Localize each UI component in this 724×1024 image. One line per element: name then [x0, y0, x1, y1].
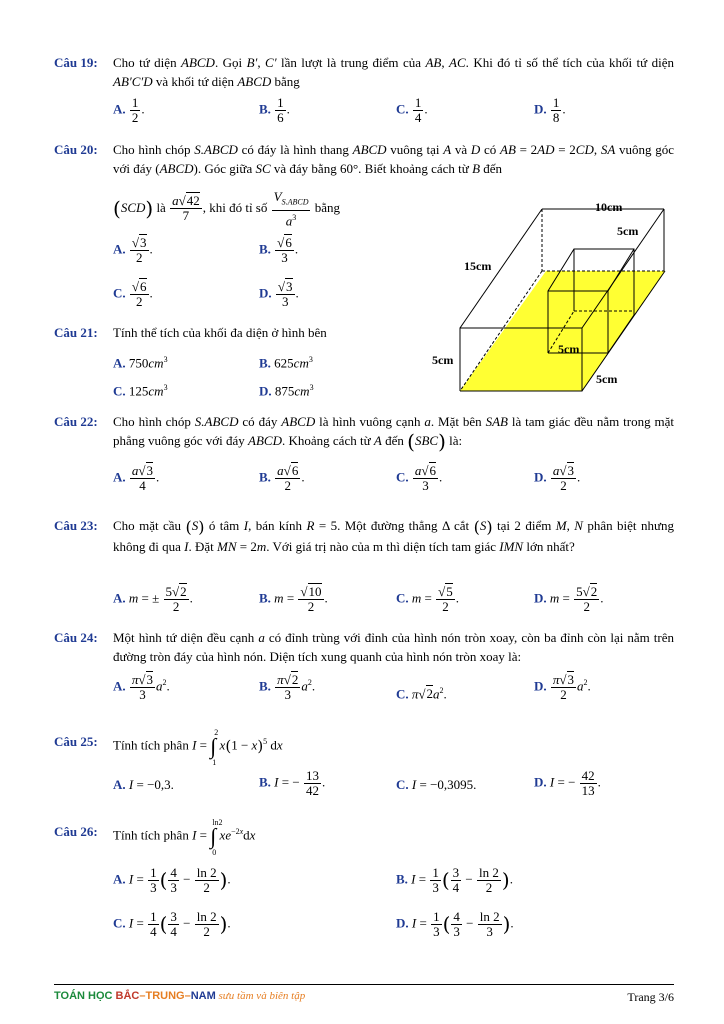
option-a[interactable]: A. $\frac{1}{2}$ . — [113, 95, 145, 125]
page-footer — [54, 984, 674, 1004]
option-a[interactable]: A. $\frac{a√3}{4}$ . — [113, 463, 160, 493]
label-bottom-right: 5cm — [596, 372, 618, 386]
question-22 — [54, 412, 674, 452]
option-a[interactable]: A. I = $\frac{1}{3}$ ( $\frac{4}{3}$ − $\frac{\ln 2}{2}$ ). — [113, 865, 231, 895]
option-d[interactable]: D. $\frac{√3}{3}$ . — [259, 279, 299, 309]
option-b[interactable]: B. $625cm^3$ — [259, 355, 313, 371]
option-c[interactable]: C. $\frac{1}{4}$ . — [396, 95, 428, 125]
label-long: 15cm — [464, 259, 492, 273]
option-b[interactable]: B. $\frac{1}{6}$ . — [259, 95, 290, 125]
option-a[interactable]: A. I = −0,3. — [113, 777, 174, 792]
option-d[interactable]: D. I = $\frac{1}{3}$ ( $\frac{4}{3}$ − $\frac{\ln 2}{3}$ ). — [396, 909, 514, 939]
question-text: Cho tứ diện ABCD. Gọi B′, C′ lần lượt là trung điểm của AB, AC. Khi đó tỉ số thể tích của khối tứ diện AB′C′D và khối tứ diện ABCD bằng — [113, 55, 675, 89]
option-a[interactable]: A. $750cm^3$ — [113, 355, 168, 371]
option-b[interactable]: B. m = $\frac{√10}{2}$ . — [259, 584, 328, 614]
option-c[interactable]: C. $125cm^3$ — [113, 383, 168, 399]
option-d[interactable]: D. $875cm^3$ — [259, 383, 314, 399]
question-23 — [54, 516, 674, 556]
question-21 — [54, 323, 414, 342]
question-number: Câu 26: — [54, 824, 98, 839]
question-text: Cho hình chóp S.ABCD có đáy ABCD là hình vuông cạnh a. Mặt bên SAB là tam giác đều nằm trong mặt phẳng vuông góc với đáy ABCD. Khoảng cách từ A đến (SBC) là: — [113, 414, 674, 454]
footer-brand: TOÁN HỌC BẮC–TRUNG–NAM sưu tầm và biên tập — [54, 990, 306, 1002]
question-text: Cho mặt cầu (S) ó tâm I, bán kính R = 5. Một đường thẳng Δ cắt (S) tại 2 điểm M, N phân biệt nhưng không đi qua I. Đặt MN = 2m. Với giá trị nào của m thì diện tích tam giác IMN lớn nhất? — [113, 517, 674, 554]
question-20 — [54, 140, 674, 178]
option-b[interactable]: B. $\frac{a√6}{2}$ . — [259, 463, 305, 493]
question-19 — [54, 53, 674, 91]
question-20-line3: (SCD) là $\frac{a√42}{7}$ , khi đó tỉ số $\frac{V_{S.ABCD}}{a^3}$ bằng — [113, 189, 340, 228]
question-text: Tính tích phân I = 2 ∫ 1 $x(1 - x)^5$ dx — [113, 728, 283, 768]
option-c[interactable]: C. m = $\frac{√5}{2}$ . — [396, 584, 460, 614]
question-number: Câu 25: — [54, 734, 98, 749]
question-number: Câu 23: — [54, 518, 98, 533]
question-26 — [54, 818, 674, 858]
option-b[interactable]: B. I = − $\frac{13}{42}$ . — [259, 768, 326, 798]
option-c[interactable]: C. $\pi√2a^2$. — [396, 686, 447, 702]
question-24 — [54, 628, 674, 666]
option-c[interactable]: C. $\frac{√6}{2}$ . — [113, 279, 153, 309]
option-c[interactable]: C. $\frac{a√6}{3}$ . — [396, 463, 443, 493]
polyhedron-figure — [428, 195, 672, 395]
question-number: Câu 20: — [54, 142, 98, 157]
option-b[interactable]: B. $\frac{\pi√2}{3}$ $a^2$. — [259, 672, 316, 702]
label-inner: 5cm — [558, 342, 580, 356]
option-d[interactable]: D. I = − $\frac{42}{13}$ . — [534, 768, 601, 798]
option-a[interactable]: A. m = ± $\frac{5√2}{2}$ . — [113, 584, 193, 614]
question-text: Một hình tứ diện đều cạnh a có đỉnh trùng với đỉnh của hình nón tròn xoay, còn ba đỉnh còn lại nằm trên đường tròn đáy của hình nón. Diện tích xung quanh của hình nón tròn xoay là: — [113, 630, 674, 664]
option-c[interactable]: C. I = −0,3095. — [396, 777, 477, 792]
option-c[interactable]: C. I = $\frac{1}{4}$ ( $\frac{3}{4}$ − $\frac{\ln 2}{2}$ ). — [113, 909, 231, 939]
question-number: Câu 21: — [54, 325, 98, 340]
question-text: Cho hình chóp S.ABCD có đáy là hình thang ABCD vuông tại A và D có AB = 2AD = 2CD, SA vuông góc với đáy (ABCD). Góc giữa SC và đáy bằng 60°. Biết khoảng cách từ B đến — [113, 142, 674, 176]
label-right: 5cm — [617, 224, 639, 238]
page-number: Trang 3/6 — [627, 990, 674, 1004]
option-b[interactable]: B. I = $\frac{1}{3}$ ( $\frac{3}{4}$ − $\frac{\ln 2}{2}$ ). — [396, 865, 513, 895]
question-25 — [54, 728, 674, 768]
option-b[interactable]: B. $\frac{√6}{3}$ . — [259, 235, 299, 265]
label-height: 5cm — [432, 353, 454, 367]
option-a[interactable]: A. $\frac{√3}{2}$ . — [113, 235, 153, 265]
option-d[interactable]: D. $\frac{a√3}{2}$ . — [534, 463, 581, 493]
question-number: Câu 24: — [54, 630, 98, 645]
label-top: 10cm — [595, 200, 623, 214]
option-a[interactable]: A. $\frac{\pi√3}{3}$ $a^2$. — [113, 672, 170, 702]
question-text: Tính thể tích của khối đa diện ở hình bên — [113, 325, 327, 340]
option-d[interactable]: D. $\frac{\pi√3}{2}$ $a^2$. — [534, 672, 591, 702]
option-d[interactable]: D. $\frac{1}{8}$ . — [534, 95, 566, 125]
question-number: Câu 22: — [54, 414, 98, 429]
question-text: Tính tích phân I = ln2 ∫ 0 $xe^{-2x}dx$ — [113, 818, 256, 858]
question-number: Câu 19: — [54, 55, 98, 70]
option-d[interactable]: D. m = $\frac{5√2}{2}$ . — [534, 584, 604, 614]
